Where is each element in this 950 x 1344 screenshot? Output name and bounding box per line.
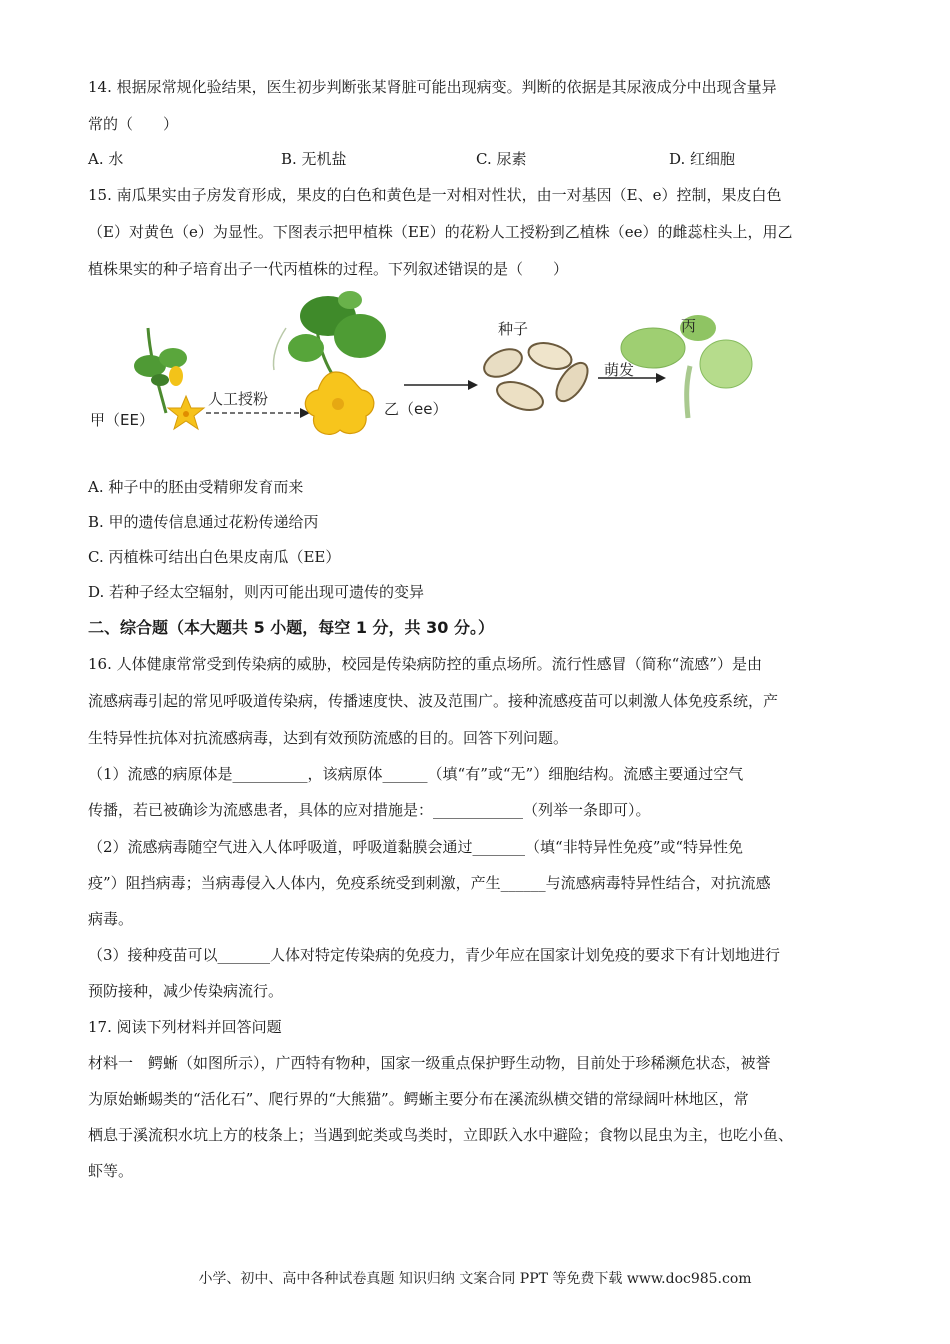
q16-line-5: 传播，若已被确诊为流感患者，具体的应对措施是：____________（列举一条即可）。: [88, 801, 651, 819]
q14-stem-line-2: 常的（ ）: [88, 115, 179, 133]
section-2-heading: 二、综合题（本大题共 5 小题，每空 1 分，共 30 分。）: [88, 618, 494, 637]
q17-line-5: 虾等。: [88, 1162, 134, 1180]
q17-line-3: 为原始蜥蜴类的“活化石”、爬行界的“大熊猫”。鳄蜥主要分布在溪流纵横交错的常绿阔叶林地区，常: [88, 1090, 749, 1108]
pollination-figure: [88, 288, 778, 448]
q16-line-4: （1）流感的病原体是__________，该病原体______（填“有”或“无”）细胞结构。流感主要通过空气: [88, 765, 744, 783]
q15-option-d: D. 若种子经太空辐射，则丙可能出现可遗传的变异: [88, 583, 425, 601]
yi-to-seed-arrow: [404, 380, 478, 390]
q15-option-b: B. 甲的遗传信息通过花粉传递给丙: [88, 513, 319, 531]
q15-stem-line-3: 植株果实的种子培育出子一代丙植株的过程。下列叙述错误的是（ ）: [88, 260, 569, 278]
q15-option-c: C. 丙植株可结出白色果皮南瓜（EE）: [88, 548, 341, 566]
label-jia: 甲（EE）: [90, 411, 154, 429]
label-pollination: 人工授粉: [208, 390, 269, 408]
q16-line-3: 生特异性抗体对抗流感病毒，达到有效预防流感的目的。回答下列问题。: [88, 729, 569, 747]
q16-line-9: （3）接种疫苗可以_______人体对特定传染病的免疫力，青少年应在国家计划免疫的要求下有计划地进行: [88, 946, 781, 964]
q15-stem-line-1: 15. 南瓜果实由子房发育形成，果皮的白色和黄色是一对相对性状，由一对基因（E、e）控制，果皮白色: [88, 186, 782, 204]
q14-option-a: A. 水: [88, 150, 124, 168]
q17-line-2: 材料一 鳄蜥（如图所示），广西特有物种，国家一级重点保护野生动物，目前处于珍稀濒危状态，被誉: [88, 1054, 771, 1072]
label-seed: 种子: [498, 320, 529, 338]
q15-stem-line-2: （E）对黄色（e）为显性。下图表示把甲植株（EE）的花粉人工授粉到乙植株（ee）的雌蕊柱头上，用乙: [88, 223, 793, 241]
q16-line-10: 预防接种，减少传染病流行。: [88, 982, 284, 1000]
seeds-image: [480, 339, 594, 416]
pollination-illustration: [88, 288, 778, 448]
q16-line-1: 16. 人体健康常常受到传染病的威胁，校园是传染病防控的重点场所。流行性感冒（简称“流感”）是由: [88, 655, 762, 673]
pollination-arrow: [206, 408, 310, 418]
label-yi: 乙（ee）: [384, 400, 448, 418]
label-bing: 丙: [681, 317, 697, 335]
q14-option-b: B. 无机盐: [281, 150, 347, 168]
q15-option-a: A. 种子中的胚由受精卵发育而来: [88, 478, 304, 496]
label-germinate: 萌发: [604, 361, 635, 379]
q14-option-c: C. 尿素: [476, 150, 527, 168]
q17-line-1: 17. 阅读下列材料并回答问题: [88, 1018, 282, 1036]
q14-stem-line-1: 14. 根据尿常规化验结果，医生初步判断张某肾脏可能出现病变。判断的依据是其尿液成分中出现含量异: [88, 78, 777, 96]
q16-line-8: 病毒。: [88, 910, 134, 928]
page-footer: 小学、初中、高中各种试卷真题 知识归纳 文案合同 PPT 等免费下载 www.doc985.com: [198, 1271, 752, 1287]
q16-line-2: 流感病毒引起的常见呼吸道传染病，传播速度快、波及范围广。接种流感疫苗可以刺激人体免疫系统，产: [88, 692, 779, 710]
q16-line-6: （2）流感病毒随空气进入人体呼吸道，呼吸道黏膜会通过_______（填“非特异性免疫”或“特异性免: [88, 838, 744, 856]
q16-line-7: 疫”）阻挡病毒；当病毒侵入人体内，免疫系统受到刺激，产生______与流感病毒特异性结合，对抗流感: [88, 874, 771, 892]
q14-option-d: D. 红细胞: [669, 150, 736, 168]
q17-line-4: 栖息于溪流积水坑上方的枝条上；当遇到蛇类或鸟类时，立即跃入水中避险；食物以昆虫为主，也吃小鱼、: [88, 1126, 794, 1144]
